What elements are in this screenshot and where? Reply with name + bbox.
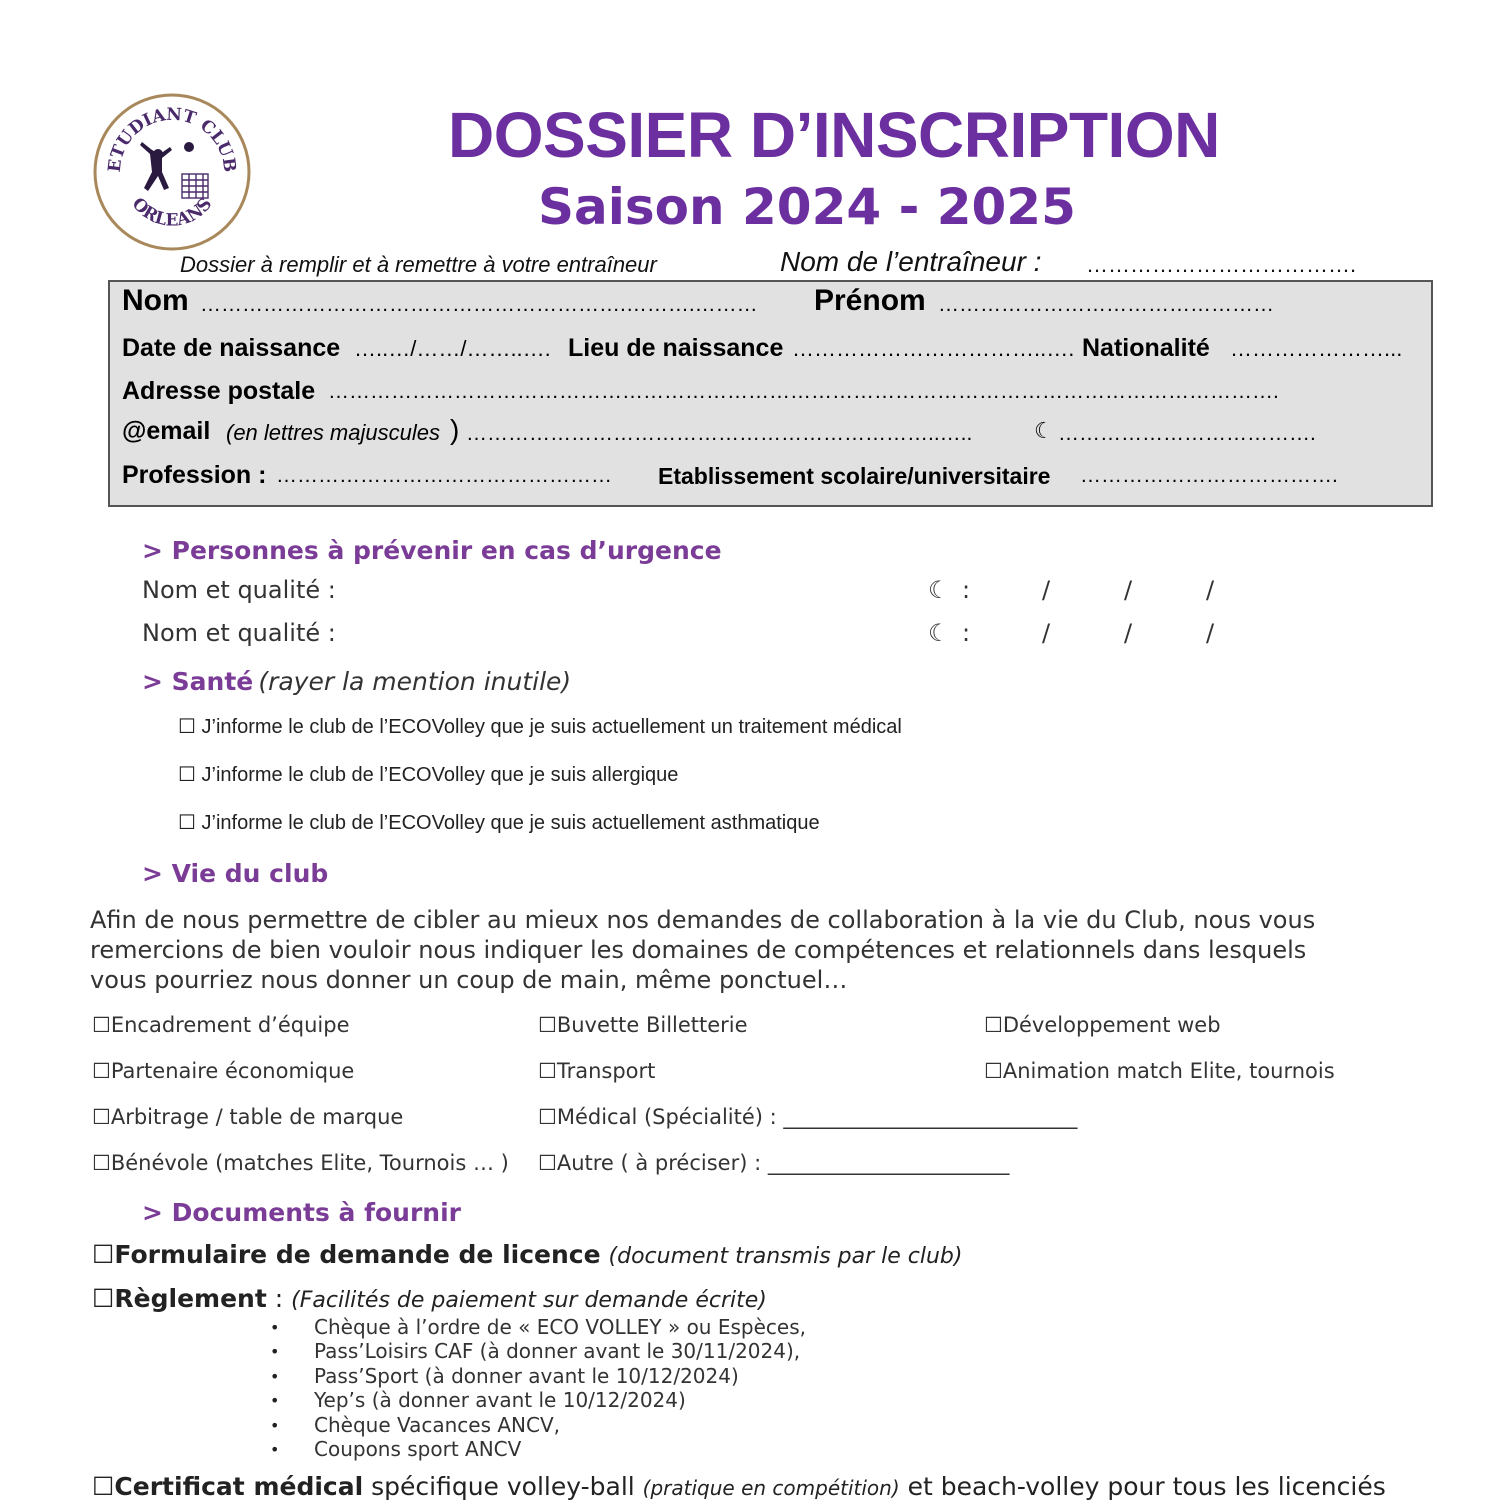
bullet-icon: • (270, 1416, 280, 1435)
option-partenaire[interactable] (92, 1059, 354, 1083)
dob-field[interactable]: …..…/……/……..…. (354, 336, 551, 361)
doc-reglement-hint: (Facilités de paiement sur demande écrite) (291, 1288, 767, 1313)
payment-option: Pass’Sport (à donner avant le 10/12/2024) (314, 1364, 739, 1388)
documents-section-title: > Documents à fournir (142, 1198, 461, 1227)
bullet-icon: • (270, 1342, 280, 1361)
bullet-icon: • (270, 1440, 280, 1459)
nationalite-field[interactable]: …………………... (1230, 336, 1403, 361)
health-item-2[interactable] (178, 762, 678, 787)
option-arbitrage[interactable] (92, 1105, 403, 1129)
health-item-label: J’informe le club de l’ECOVolley que je suis allergique (201, 764, 679, 786)
emergency-phone-slash-1a: / (1042, 576, 1051, 604)
doc-certificat-hint: (pratique en compétition) (642, 1476, 900, 1500)
bullet-icon: • (270, 1367, 280, 1386)
club-life-paragraph-line-2: remercions de bien vouloir nous indiquer les domaines de compétences et relationnels dans lesquels (90, 936, 1307, 964)
checkbox[interactable]: ☐ (92, 1151, 111, 1175)
emergency-phone-slash-1c: / (1206, 576, 1215, 604)
checkbox[interactable]: ☐ (92, 1013, 111, 1037)
bullet-icon: • (270, 1318, 280, 1337)
logo-text-bottom: ORLEANS (127, 194, 217, 231)
club-life-paragraph-line-3: vous pourriez nous donner un coup de main, même ponctuel… (90, 966, 848, 994)
option-autre[interactable] (538, 1151, 1009, 1175)
prenom-label: Prénom (814, 284, 926, 317)
option-label: Partenaire économique (110, 1059, 355, 1083)
coach-name-label: Nom de l’entraîneur : (780, 246, 1042, 277)
payment-option: Yep’s (à donner avant le 10/12/2024) (314, 1388, 686, 1412)
doc-licence-hint: (document transmis par le club) (608, 1244, 963, 1269)
emergency-phone-slash-2b: / (1124, 619, 1133, 647)
club-logo (92, 92, 252, 252)
email-field[interactable]: …………………………………………………………..….. (466, 422, 973, 445)
option-animation[interactable] (984, 1059, 1335, 1083)
option-label: Encadrement d’équipe (110, 1013, 350, 1037)
option-medical[interactable] (538, 1105, 1077, 1129)
checkbox[interactable]: ☐ (538, 1013, 557, 1037)
emergency-phone-slash-2a: / (1042, 619, 1051, 647)
instruction-text: Dossier à remplir et à remettre à votre entraîneur (180, 252, 657, 277)
checkbox[interactable]: ☐ (92, 1284, 115, 1313)
option-buvette[interactable] (538, 1013, 748, 1037)
dob-label: Date de naissance (122, 334, 341, 362)
doc-certificat-text-2: et beach-volley pour tous les licenciés (899, 1472, 1386, 1501)
health-heading (142, 667, 571, 696)
lieu-field[interactable]: ……………………………..…. (792, 336, 1075, 361)
option-dev-web[interactable] (984, 1013, 1221, 1037)
checkbox[interactable]: ☐ (538, 1059, 557, 1083)
health-item-3[interactable] (178, 810, 820, 835)
checkbox[interactable]: ☐ (178, 764, 196, 786)
lieu-label: Lieu de naissance (568, 334, 784, 362)
season-subtitle: Saison 2024 - 2025 (538, 178, 1076, 236)
checkbox[interactable]: ☐ (178, 716, 196, 738)
etablissement-field[interactable]: ………………………………. (1080, 464, 1338, 487)
option-label: Médical (Spécialité) : ____________________________ (556, 1105, 1078, 1129)
phone-field[interactable]: ………………………………. (1058, 422, 1316, 445)
option-label: Arbitrage / table de marque (110, 1105, 404, 1129)
doc-reglement-label: Règlement (114, 1284, 267, 1313)
option-benevole[interactable] (92, 1151, 509, 1175)
checkbox[interactable]: ☐ (92, 1059, 111, 1083)
payment-option: Pass’Loisirs CAF (à donner avant le 30/11/2024), (314, 1339, 801, 1363)
emergency-name-label-2: Nom et qualité : (142, 619, 336, 647)
profession-label: Profession : (122, 461, 267, 489)
payment-option: Coupons sport ANCV (314, 1437, 522, 1461)
club-life-paragraph-line-1: Afin de nous permettre de cibler au mieux nos demandes de collaboration à la vie du Club, nous vous (90, 906, 1316, 934)
option-encadrement[interactable] (92, 1013, 350, 1037)
checkbox[interactable]: ☐ (178, 812, 196, 834)
doc-certificat-label: Certificat médical (114, 1472, 364, 1501)
payment-option: Chèque Vacances ANCV, (314, 1413, 561, 1437)
profession-field[interactable]: ………………………………………… (276, 464, 612, 487)
nationalite-label: Nationalité (1082, 334, 1210, 362)
checkbox[interactable]: ☐ (538, 1105, 557, 1129)
emergency-section-title: > Personnes à prévenir en cas d’urgence (142, 536, 722, 565)
health-hint: (rayer la mention inutile) (258, 667, 572, 696)
checkbox[interactable]: ☐ (92, 1105, 111, 1129)
email-label: @email (122, 417, 211, 445)
emergency-phone-slash-1b: / (1124, 576, 1133, 604)
option-transport[interactable] (538, 1059, 655, 1083)
emergency-phone-slash-2c: / (1206, 619, 1215, 647)
logo-text-top: ETUDIANT CLUB (104, 104, 240, 174)
checkbox[interactable]: ☐ (538, 1151, 557, 1175)
option-label: Buvette Billetterie (556, 1013, 748, 1037)
option-label: Bénévole (matches Elite, Tournois … ) (110, 1151, 509, 1175)
phone-icon: ☾ (1034, 418, 1054, 443)
health-item-label: J’informe le club de l’ECOVolley que je suis actuellement asthmatique (201, 812, 820, 834)
page-title: DOSSIER D’INSCRIPTION (448, 99, 1220, 171)
email-hint-paren: ) (450, 414, 460, 445)
option-label: Développement web (1002, 1013, 1221, 1037)
checkbox[interactable]: ☐ (92, 1240, 115, 1269)
checkbox[interactable]: ☐ (984, 1013, 1003, 1037)
doc-reglement-colon: : (266, 1284, 284, 1313)
emergency-name-label-1: Nom et qualité : (142, 576, 336, 604)
payment-option: Chèque à l’ordre de « ECO VOLLEY » ou Espèces, (314, 1315, 806, 1339)
doc-certificat-text-1: spécifique volley-ball (363, 1472, 643, 1501)
email-hint: (en lettres majuscules (226, 420, 440, 445)
adresse-field[interactable]: ………………………………………………………………………………………………………………………. (328, 380, 1279, 403)
doc-certificat[interactable] (92, 1472, 1386, 1501)
emergency-phone-colon-2: : (962, 619, 971, 647)
nom-field[interactable]: …………………………………………………….……….……… (200, 293, 758, 316)
health-item-1[interactable] (178, 714, 902, 739)
etablissement-label: Etablissement scolaire/universitaire (658, 463, 1051, 489)
nom-label: Nom (122, 284, 189, 317)
checkbox[interactable]: ☐ (92, 1472, 115, 1501)
option-label: Autre ( à préciser) : _______________________ (556, 1151, 1010, 1175)
doc-reglement[interactable] (92, 1284, 767, 1313)
adresse-label: Adresse postale (122, 377, 316, 405)
club-life-section-title: > Vie du club (142, 859, 329, 888)
checkbox[interactable]: ☐ (984, 1059, 1003, 1083)
prenom-field[interactable]: ………………………………………… (938, 293, 1274, 316)
doc-licence[interactable] (92, 1240, 962, 1269)
option-label: Transport (556, 1059, 656, 1083)
health-section-title: > Santé (142, 667, 254, 696)
option-label: Animation match Elite, tournois (1002, 1059, 1335, 1083)
health-item-label: J’informe le club de l’ECOVolley que je suis actuellement un traitement médical (201, 716, 902, 738)
emergency-phone-colon-1: : (962, 576, 971, 604)
phone-icon: ☾ (928, 619, 950, 647)
phone-icon: ☾ (928, 576, 950, 604)
bullet-icon: • (270, 1391, 280, 1410)
coach-name-field[interactable]: ………………………………. (1086, 252, 1357, 277)
doc-licence-label: Formulaire de demande de licence (114, 1240, 601, 1269)
